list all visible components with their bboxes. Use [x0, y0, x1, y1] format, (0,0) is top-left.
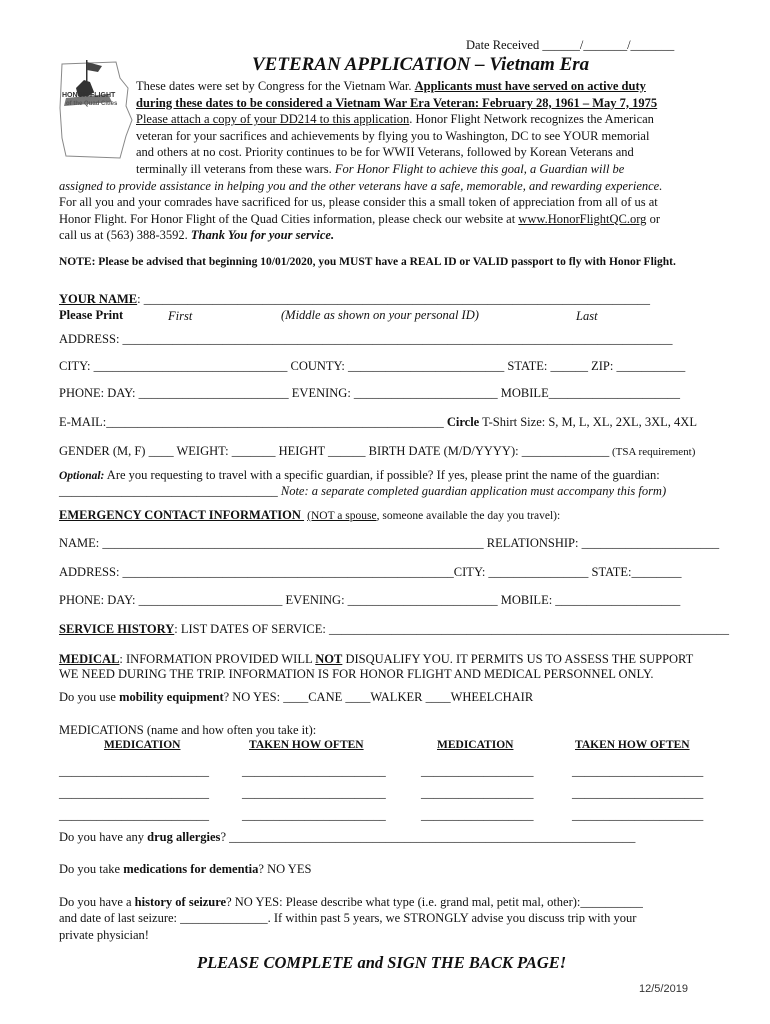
mobility-options[interactable]: ? NO YES: ____CANE ____WALKER ____WHEELCHAIR: [223, 690, 534, 704]
intro-line2-bold: during these dates to be considered a Vietnam War Era Veteran: February 28, 1961 – May 7, 1975: [136, 95, 658, 110]
thank-you: Thank You for your service.: [190, 228, 335, 243]
last-label: Last: [576, 309, 598, 323]
guardian-name-row[interactable]: [59, 484, 666, 499]
mobility-q-bold: mobility equipment: [119, 690, 224, 704]
gender-weight-height-field[interactable]: GENDER (M, F) ____ WEIGHT: _______ HEIGHT ______ BIRTH DATE (M/D/YYYY): ______________: [59, 444, 610, 458]
emergency-heading: EMERGENCY CONTACT INFORMATION: [59, 508, 305, 522]
guardian-note: Note: a separate completed guardian application must accompany this form): [277, 484, 667, 498]
seizure-q-bold: history of seizure: [134, 895, 227, 909]
medical-text-2: WE NEED DURING THE TRIP. INFORMATION IS FOR HONOR FLIGHT AND MEDICAL PERSONNEL ONLY.: [59, 667, 654, 681]
intro-line9: Honor Flight. For Honor Flight of the Quad Cities information, please check our website at: [59, 211, 519, 226]
optional-guardian-row: [59, 468, 660, 483]
tshirt-size-options[interactable]: T-Shirt Size: S, M, L, XL, 2XL, 3XL, 4XL: [479, 415, 697, 429]
emergency-heading-row: [59, 508, 560, 523]
col-taken-1: TAKEN HOW OFTEN: [249, 739, 364, 751]
please-print-label: Please Print: [59, 308, 124, 322]
med-row-1-b[interactable]: _______________________: [242, 764, 386, 778]
emergency-name-field[interactable]: NAME: _____________________________________________________________ RELATIONSHIP: ______________________: [59, 536, 720, 550]
complete-back-page: PLEASE COMPLETE and SIGN THE BACK PAGE!: [197, 953, 567, 972]
intro-line8: For all you and your comrades have sacrificed for us, please consider this a small token of appreciation from all of us at: [59, 195, 658, 210]
med-row-2-a[interactable]: ________________________: [59, 786, 209, 800]
intro-line5: and others at no cost. Priority continues to be for WWII Veterans, followed by Korean Veterans and: [136, 145, 634, 160]
name-line[interactable]: : _________________________________________________________________________________: [137, 292, 650, 306]
your-name-label: YOUR NAME: [59, 292, 138, 306]
medical-row-1: [59, 652, 693, 667]
seizure-q-a: Do you have a: [59, 895, 135, 909]
col-taken-2: TAKEN HOW OFTEN: [575, 739, 690, 751]
medications-label: MEDICATIONS (name and how often you take it):: [59, 723, 317, 737]
emergency-address-field[interactable]: ADDRESS: _____________________________________________________CITY: ________________ STATE:________: [59, 565, 682, 579]
med-row-1-a[interactable]: ________________________: [59, 764, 209, 778]
not-spouse-note: (NOT a spouse: [307, 510, 377, 522]
city-county-state-zip-field[interactable]: CITY: _______________________________ COUNTY: _________________________ STATE: ______ ZIP: ___________: [59, 359, 686, 373]
med-row-3-d[interactable]: _____________________: [572, 808, 704, 822]
med-row-3-a[interactable]: ________________________: [59, 808, 209, 822]
allergies-q-bold: drug allergies: [147, 830, 221, 844]
mobility-row[interactable]: [59, 690, 533, 705]
gender-weight-height-row[interactable]: [59, 444, 695, 459]
logo-text-1: HONOR FLIGHT: [62, 92, 116, 99]
emergency-phone-field[interactable]: PHONE: DAY: _______________________ EVENING: ________________________ MOBILE: ____________________: [59, 593, 681, 607]
email-field[interactable]: E-MAIL:______________________________________________________: [59, 415, 447, 429]
dementia-row[interactable]: [59, 862, 311, 877]
dementia-q-bold: medications for dementia: [123, 862, 259, 876]
seizure-field[interactable]: ? NO YES: Please describe what type (i.e. grand mal, petit mal, other):__________: [226, 895, 643, 909]
seizure-line-3: private physician!: [59, 928, 149, 942]
page-title: VETERAN APPLICATION – Vietnam Era: [252, 54, 590, 75]
service-history-row[interactable]: [59, 622, 729, 637]
seizure-date-field[interactable]: and date of last seizure: ______________. If within past 5 years, we STRONGLY advise you discuss trip with your: [59, 911, 637, 925]
intro-line6-italic: For Honor Flight to achieve this goal, a Guardian will be: [334, 161, 625, 176]
dementia-q-a: Do you take: [59, 862, 124, 876]
real-id-note: NOTE: Please be advised that beginning 10/01/2020, you MUST have a REAL ID or VALID passport to fly with Honor Flight.: [59, 256, 676, 268]
intro-line10: call us at (563) 388-3592.: [59, 228, 191, 243]
email-tshirt-row[interactable]: [59, 415, 697, 430]
intro-line7: assigned to provide assistance in helping you and the other veterans have a safe, memorable, and rewarding experience.: [59, 178, 663, 193]
logo-text-2: of the Quad Cities: [66, 101, 118, 107]
guardian-name-field[interactable]: ___________________________________: [59, 484, 278, 498]
med-row-1-c[interactable]: __________________: [421, 764, 534, 778]
allergies-field[interactable]: ? _________________________________________________________________: [220, 830, 636, 844]
med-row-3-b[interactable]: _______________________: [242, 808, 386, 822]
col-medication-2: MEDICATION: [437, 739, 514, 751]
drug-allergies-row[interactable]: [59, 830, 635, 845]
revision-date: 12/5/2019: [639, 983, 688, 995]
dementia-options[interactable]: ? NO YES: [258, 862, 312, 876]
col-medication-1: MEDICATION: [104, 739, 181, 751]
med-row-2-d[interactable]: _____________________: [572, 786, 704, 800]
address-field[interactable]: ADDRESS: ________________________________________________________________________________________: [59, 332, 673, 346]
intro-paragraph: [59, 78, 729, 244]
service-history-heading: SERVICE HISTORY: [59, 622, 175, 636]
medical-text-1b: DISQUALIFY YOU. IT PERMITS US TO ASSESS THE SUPPORT: [342, 652, 694, 666]
med-row-3-c[interactable]: __________________: [421, 808, 534, 822]
intro-line3-link: Please attach a copy of your DD214 to this application: [136, 112, 410, 127]
emergency-sub: , someone available the day you travel):: [376, 510, 561, 522]
circle-label: Circle: [446, 415, 480, 429]
allergies-q-a: Do you have any: [59, 830, 148, 844]
date-received[interactable]: Date Received ______/_______/_______: [466, 38, 675, 52]
mobility-q-a: Do you use: [59, 690, 120, 704]
medical-text-1: : INFORMATION PROVIDED WILL: [119, 652, 316, 666]
med-row-2-b[interactable]: _______________________: [242, 786, 386, 800]
optional-text: Are you requesting to travel with a specific guardian, if possible? If yes, please print the name of the guardian:: [104, 468, 660, 482]
intro-line9-end: or: [646, 211, 660, 226]
phone-field[interactable]: PHONE: DAY: ________________________ EVENING: _______________________ MOBILE_____________________: [59, 386, 680, 400]
optional-label: Optional:: [59, 470, 105, 482]
middle-label: (Middle as shown on your personal ID): [281, 308, 479, 322]
medical-heading: MEDICAL: [59, 652, 120, 666]
intro-line1-bold: Applicants must have served on active duty: [414, 79, 646, 93]
tsa-requirement: (TSA requirement): [609, 446, 696, 458]
med-row-2-c[interactable]: __________________: [421, 786, 534, 800]
service-dates-field[interactable]: : LIST DATES OF SERVICE: ________________________________________________________________: [174, 622, 729, 636]
name-row[interactable]: [59, 292, 650, 307]
intro-line6: terminally ill veterans from these wars.: [136, 161, 335, 176]
website-link[interactable]: www.HonorFlightQC.org: [518, 211, 647, 226]
intro-line4: veteran for your sacrifices and achievements by flying you to Washington, DC to see YOUR memorial: [136, 128, 650, 143]
intro-line3: . Honor Flight Network recognizes the American: [409, 112, 654, 127]
seizure-row[interactable]: [59, 895, 643, 910]
intro-line1: These dates were set by Congress for the Vietnam War.: [136, 79, 415, 93]
med-row-1-d[interactable]: _____________________: [572, 764, 704, 778]
first-label: First: [168, 309, 193, 323]
not-emphasis: NOT: [315, 652, 343, 666]
